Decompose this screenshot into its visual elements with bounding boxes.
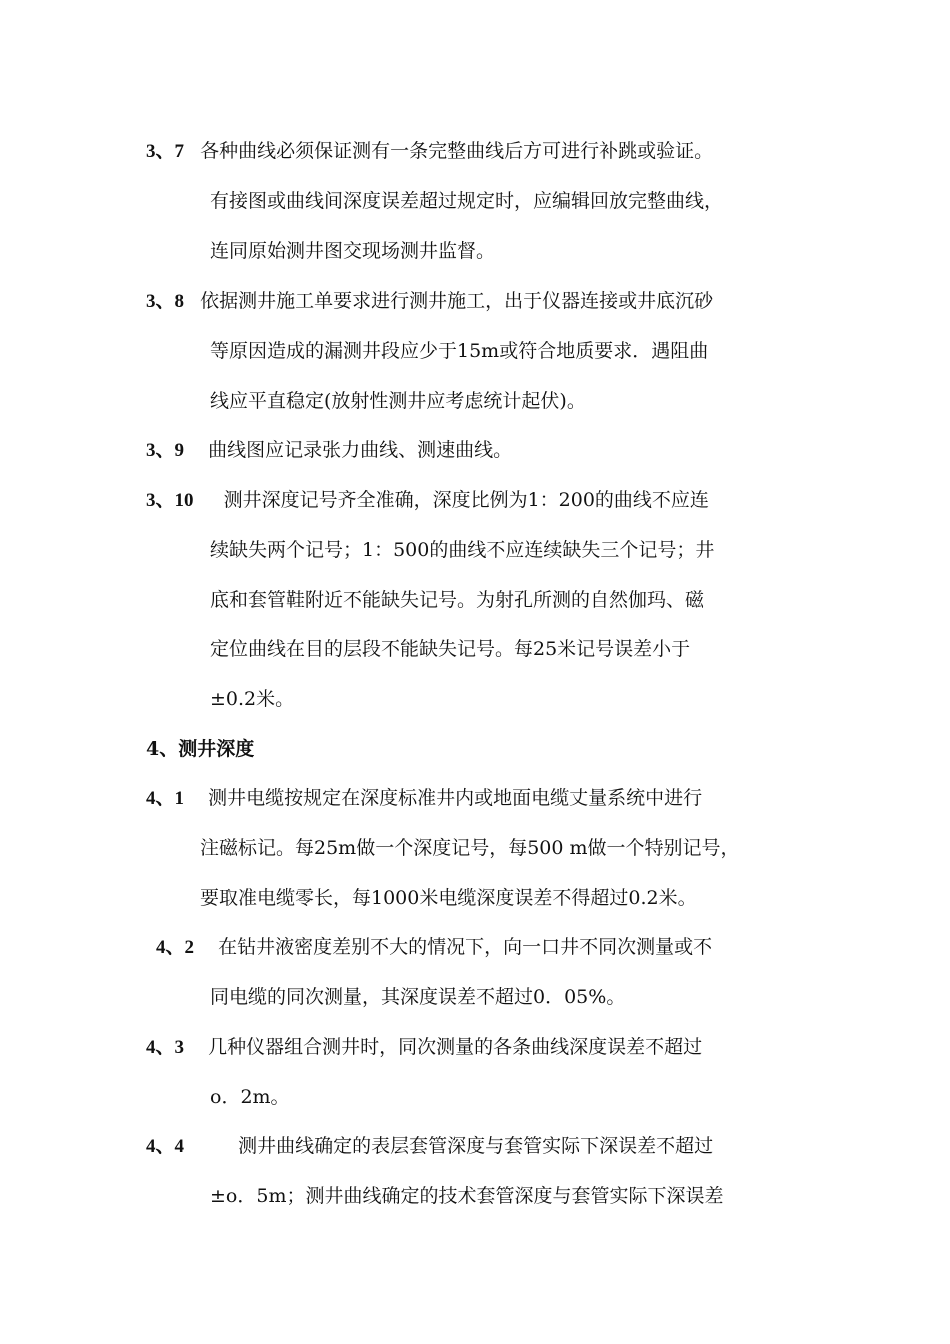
section-number: 3、7 xyxy=(146,141,185,162)
section-4-2-line-2: 同电缆的同次测量，其深度误差不超过0．05%。 xyxy=(210,986,626,1008)
section-3-10-line-5: ±0.2米。 xyxy=(210,688,295,710)
paragraph-text: 测井深度记号齐全准确，深度比例为1：200的曲线不应连 xyxy=(223,489,709,511)
section-3-10-line-2: 续缺失两个记号；1：500的曲线不应连续缺失三个记号；井 xyxy=(210,539,715,561)
section-4-1-line-3: 要取准电缆零长，每1000米电缆深度误差不得超过0.2米。 xyxy=(200,887,697,909)
section-4-1-line-1 xyxy=(146,785,702,812)
section-number: 4、1 xyxy=(146,788,185,809)
paragraph-text: 测井电缆按规定在深度标准井内或地面电缆丈量系统中进行 xyxy=(208,787,703,809)
section-4-3-line-2: o．2m。 xyxy=(210,1086,290,1108)
section-4-1-line-2: 注磁标记。每25m做一个深度记号，每500 m做一个特别记号， xyxy=(200,837,740,859)
paragraph-text: 在钻井液密度差别不大的情况下，向一口井不同次测量或不 xyxy=(218,936,713,958)
section-3-7-line-3: 连同原始测井图交现场测井监督。 xyxy=(210,240,496,262)
section-heading-4: 4、测井深度 xyxy=(146,738,255,760)
section-3-8-line-3: 线应平直稳定(放射性测井应考虑统计起伏)。 xyxy=(210,390,586,412)
section-number: 4、4 xyxy=(146,1136,185,1157)
section-3-7-line-2: 有接图或曲线间深度误差超过规定时，应编辑回放完整曲线， xyxy=(210,190,724,212)
section-3-10-line-1 xyxy=(146,487,709,514)
section-4-2-line-1 xyxy=(156,934,712,961)
section-4-3-line-1 xyxy=(146,1034,702,1061)
section-3-7-line-1 xyxy=(146,138,713,165)
section-number: 3、8 xyxy=(146,291,185,312)
section-3-8-line-2: 等原因造成的漏测井段应少于15m或符合地质要求．遇阻曲 xyxy=(210,340,709,362)
section-3-9-line-1 xyxy=(146,437,512,464)
section-3-8-line-1 xyxy=(146,288,713,315)
paragraph-text: 曲线图应记录张力曲线、测速曲线。 xyxy=(208,439,513,461)
section-3-10-line-3: 底和套管鞋附近不能缺失记号。为射孔所测的自然伽玛、磁 xyxy=(210,589,705,611)
section-3-10-line-4: 定位曲线在目的层段不能缺失记号。每25米记号误差小于 xyxy=(210,638,691,660)
paragraph-text: 依据测井施工单要求进行测井施工，出于仪器连接或井底沉砂 xyxy=(200,290,714,312)
section-4-4-line-2: ±o．5m；测井曲线确定的技术套管深度与套管实际下深误差 xyxy=(210,1185,724,1207)
section-number: 3、9 xyxy=(146,440,185,461)
paragraph-text: 几种仪器组合测井时，同次测量的各条曲线深度误差不超过 xyxy=(208,1036,703,1058)
section-4-4-line-1 xyxy=(146,1133,713,1160)
paragraph-text: 测井曲线确定的表层套管深度与套管实际下深误差不超过 xyxy=(238,1135,714,1157)
paragraph-text: 各种曲线必须保证测有一条完整曲线后方可进行补跳或验证。 xyxy=(200,140,714,162)
section-number: 4、3 xyxy=(146,1037,185,1058)
section-number: 3、10 xyxy=(146,490,194,511)
section-number: 4、2 xyxy=(156,937,195,958)
